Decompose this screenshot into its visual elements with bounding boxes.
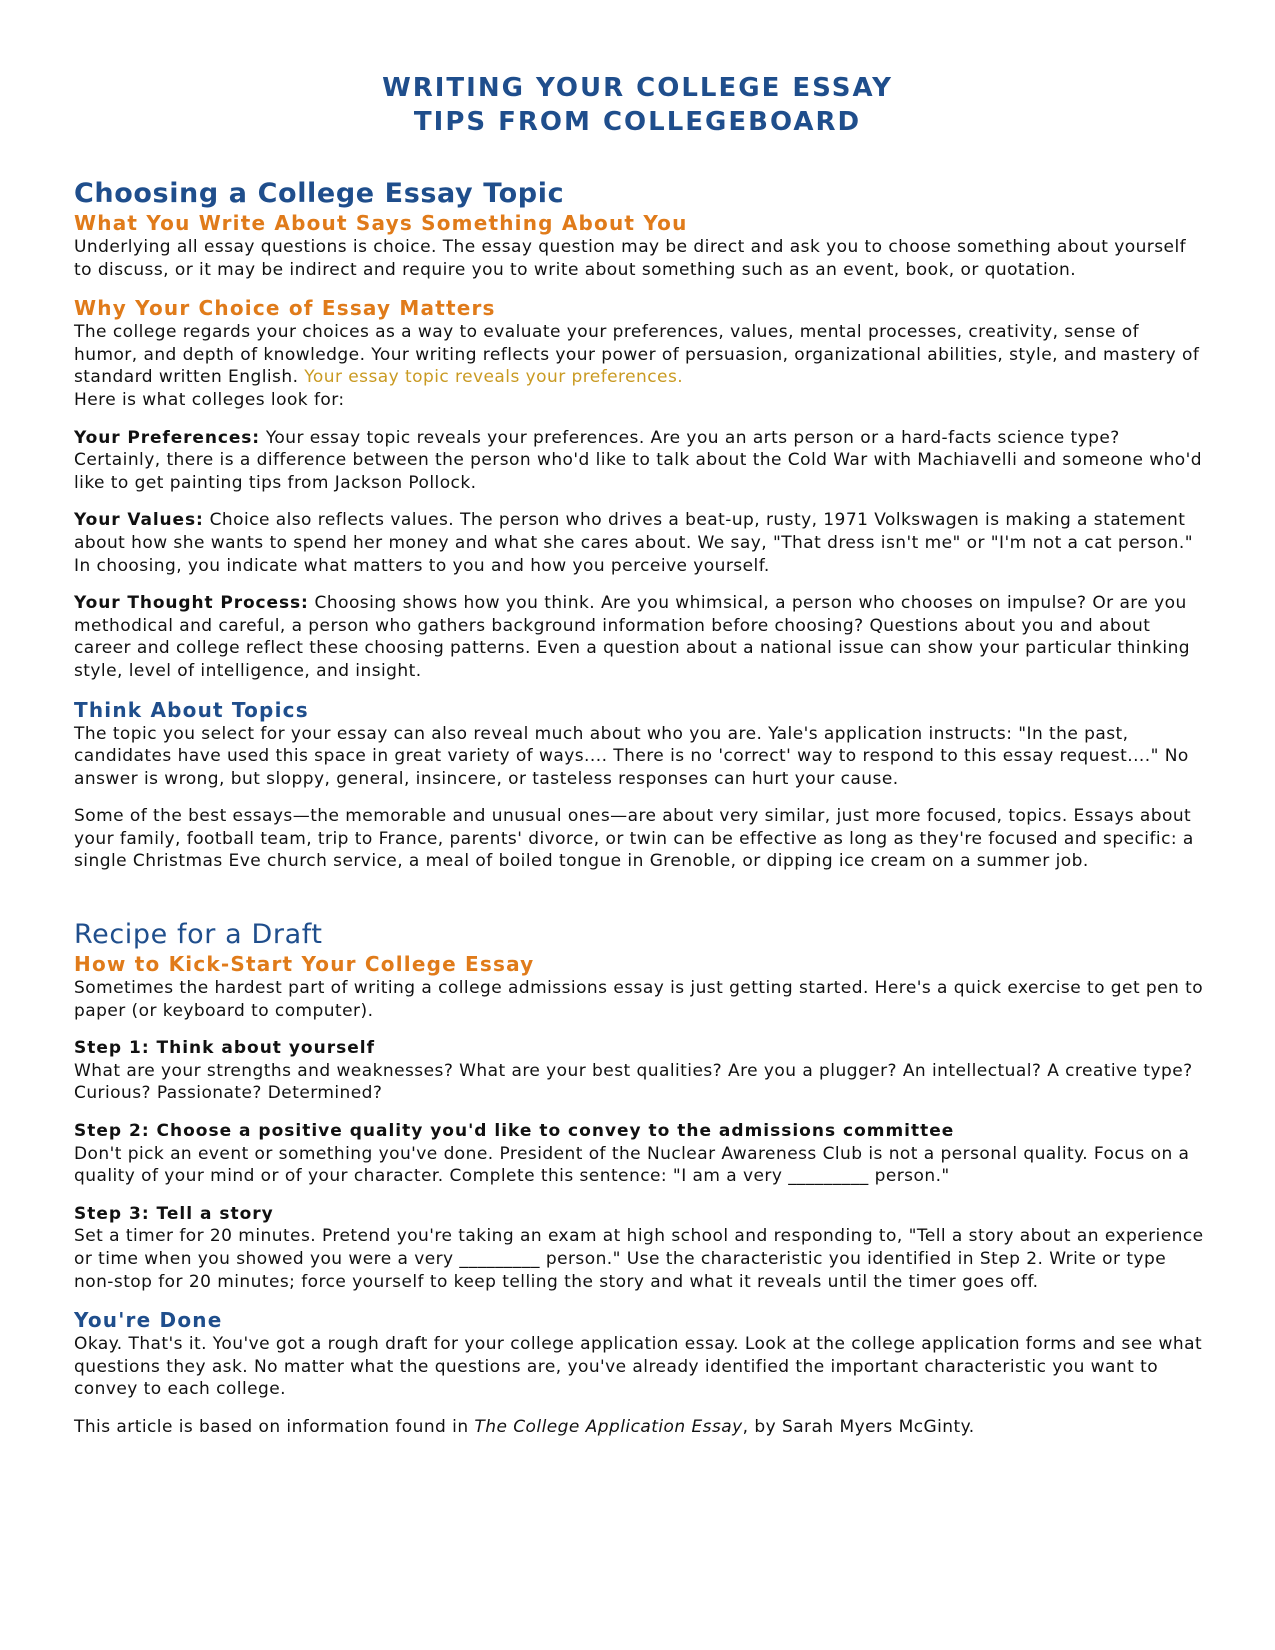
- source-text-start: This article is based on information found in: [74, 1416, 475, 1437]
- section-heading-choosing-topic: Choosing a College Essay Topic: [74, 178, 565, 209]
- paragraph-source-citation: [74, 1416, 1206, 1439]
- source-book-title: The College Application Essay: [474, 1416, 743, 1437]
- paragraph-topic-you-select: The topic you select for your essay can also reveal much about who you are. Yale's application instructs: "In the past, candidates have used this space in great variety of ways.... There is no 'correct' way to respond to this essay request...." No answer is wrong, but sloppy, general, insincere, or tasteless responses can hurt your cause.: [74, 723, 1189, 789]
- subheading-youre-done: You're Done: [74, 1308, 223, 1333]
- paragraph-your-thought-process: [74, 592, 1206, 682]
- paragraph-best-essays: Some of the best essays—the memorable and unusual ones—are about very similar, just more focused, topics. Essays about your family, football team, trip to France, parents' divorce, or twin can be effective as long as they're focused and specific: a single Christmas Eve church service, a meal of boiled tongue in Grenoble, or dipping ice cream on a summer job.: [74, 806, 1194, 872]
- step-1-title: Step 1: Think about yourself: [74, 1038, 375, 1059]
- paragraph-okay-thats-it: Okay. That's it. You've got a rough draft for your college application essay. Look at the college application forms and see what questions they ask. No matter what the questions are, you've already identified the important characteristic you want to convey to each college.: [74, 1334, 1203, 1400]
- section-heading-recipe-draft: Recipe for a Draft: [74, 919, 323, 951]
- lead-your-thought-process: Your Thought Process:: [74, 593, 309, 614]
- step-2-text: Don't pick an event or something you've done. President of the Nuclear Awareness Club is not a personal quality. Focus on a quality of your mind or of your character. Complete this sentence: "I am a very _________ person.": [74, 1143, 1190, 1187]
- paragraph-hardest-part: Sometimes the hardest part of writing a college admissions essay is just getting started. Here's a quick exercise to get pen to paper (or keyboard to computer).: [74, 978, 1204, 1021]
- paragraph-college-regards: [74, 321, 1206, 411]
- document-title-line-2: TIPS FROM COLLEGEBOARD: [413, 107, 862, 137]
- lead-your-preferences: Your Preferences:: [74, 427, 260, 448]
- highlighted-sentence: Your essay topic reveals your preferences.: [304, 367, 684, 388]
- document-title-line-1: WRITING YOUR COLLEGE ESSAY: [382, 73, 893, 103]
- source-text-end: , by Sarah Myers McGinty.: [742, 1416, 975, 1437]
- paragraph-your-preferences: [74, 427, 1206, 495]
- text-your-values: Choice also reflects values. The person who drives a beat-up, rusty, 1971 Volkswagen is making a statement about how she wants to spend her money and what she cares about. We say, "That dress isn't me" or "I'm not a cat person." In choosing, you indicate what matters to you and how you perceive yourself.: [74, 510, 1193, 576]
- subheading-what-you-write: What You Write About Says Something About You: [74, 211, 688, 235]
- step-3-title: Step 3: Tell a story: [74, 1203, 274, 1224]
- subheading-kick-start: How to Kick-Start Your College Essay: [74, 952, 535, 977]
- step-2-title: Step 2: Choose a positive quality you'd like to convey to the admissions committee: [74, 1121, 955, 1142]
- step-3-text: Set a timer for 20 minutes. Pretend you're taking an exam at high school and responding to, "Tell a story about an experience or time when you showed you were a very _________ person." Use the characteristic you identified in Step 2. Write or type non-stop for 20 minutes; force yourself to keep telling the story and what it reveals until the timer goes off.: [74, 1226, 1204, 1292]
- lead-your-values: Your Values:: [74, 510, 204, 531]
- paragraph-college-regards-text: The college regards your choices as a way to evaluate your preferences, values, mental processes, creativity, sense of humor, and depth of knowledge. Your writing reflects your power of persuasion, organizational abilities, style, and mastery of standard written English.: [74, 322, 1200, 388]
- text-your-thought-process: Choosing shows how you think. Are you whimsical, a person who chooses on impulse? Or are you methodical and careful, a person who gathers background information before choosing? Questions about you and about career and college reflect these choosing patterns. Even a question about a national issue can show your particular thinking style, level of intelligence, and insight.: [74, 593, 1191, 681]
- step-1-text: What are your strengths and weaknesses? What are your best qualities? Are you a plugger? An intellectual? A creative type? Curious? Passionate? Determined?: [74, 1060, 1193, 1104]
- subheading-think-about-topics: Think About Topics: [74, 697, 309, 722]
- paragraph-underlying-choice: Underlying all essay questions is choice. The essay question may be direct and ask you to choose something about yourself to discuss, or it may be indirect and require you to write about something such as an event, book, or quotation.: [74, 237, 1187, 280]
- text-your-preferences: Your essay topic reveals your preferences. Are you an arts person or a hard-facts science type? Certainly, there is a difference between the person who'd like to talk about the Cold War with Machiavelli and someone who'd like to get painting tips from Jackson Pollock.: [74, 427, 1203, 493]
- paragraph-your-values: [74, 509, 1206, 577]
- document-body: [74, 178, 1206, 1439]
- colleges-look-for-text: Here is what colleges look for:: [74, 389, 345, 410]
- subheading-why-choice-matters: Why Your Choice of Essay Matters: [74, 296, 496, 321]
